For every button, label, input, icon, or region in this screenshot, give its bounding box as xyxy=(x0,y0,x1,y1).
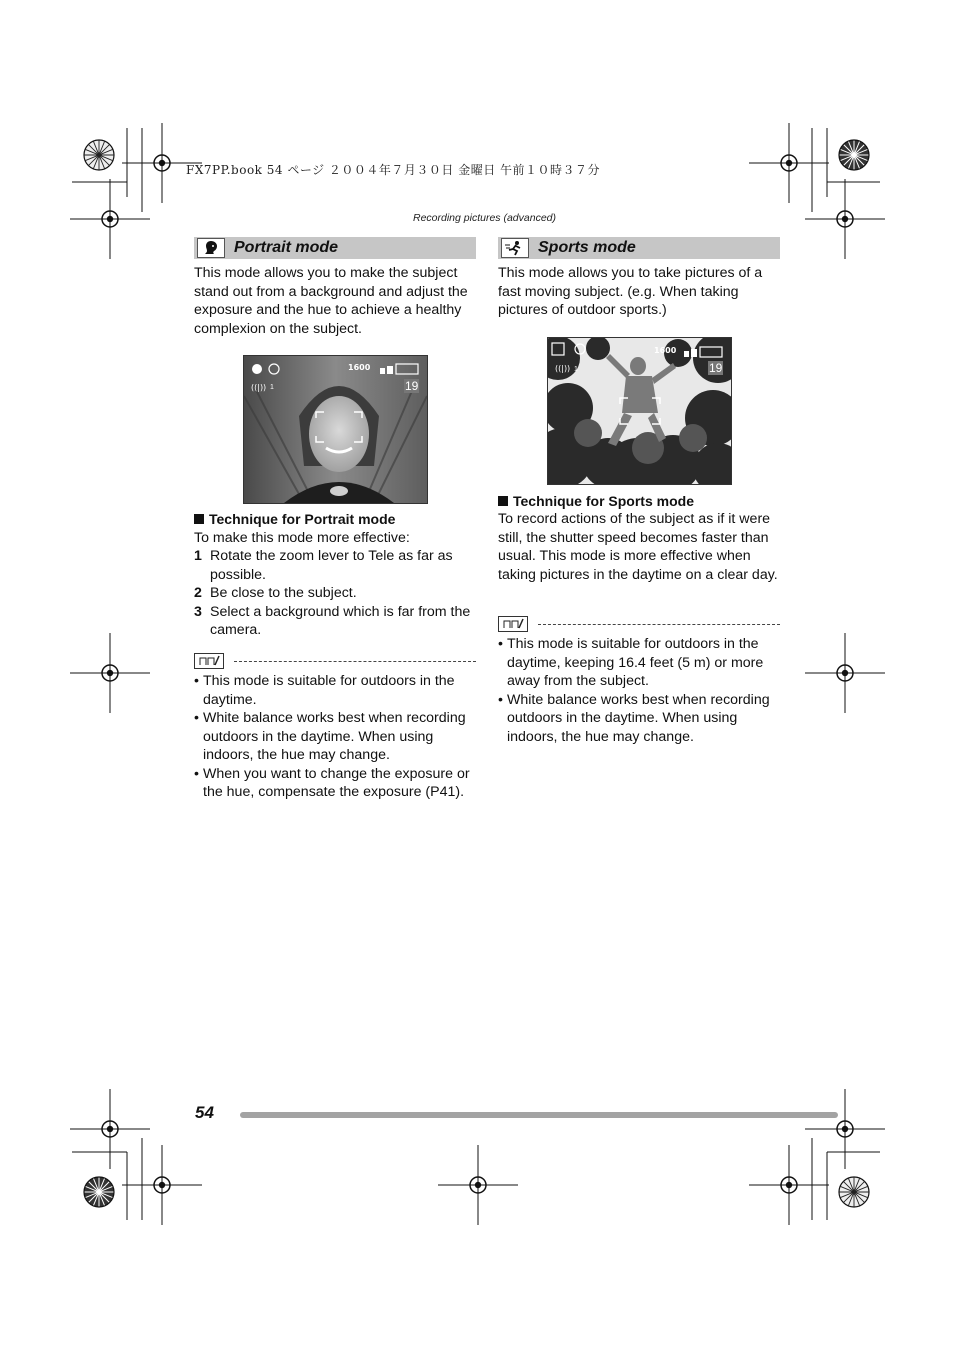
portrait-stabilizer-icon: ((|)) xyxy=(251,383,267,392)
portrait-notes xyxy=(194,672,478,802)
portrait-screen-burst: 1 xyxy=(270,384,274,391)
portrait-technique-title: Technique for Portrait mode xyxy=(209,511,396,527)
note-item: • This mode is suitable for outdoors in the daytime, keeping 16.4 feet (5 m) or more away from the subject. xyxy=(498,635,782,691)
sports-screen-shots: 19 xyxy=(709,361,723,375)
note-item: • White balance works best when recording outdoors in the daytime. When using indoors, the hue may change. xyxy=(194,709,478,765)
sports-note-divider xyxy=(498,615,780,633)
page-number: 54 xyxy=(195,1103,214,1122)
step-item: 3 Select a background which is far from the camera. xyxy=(194,603,471,638)
note-icon xyxy=(194,653,224,669)
sports-intro: This mode allows you to take pictures of a fast moving subject. (e.g. When taking pictures of outdoor sports.) xyxy=(498,265,763,318)
dashed-divider xyxy=(538,624,780,625)
sports-notes xyxy=(498,635,782,746)
portrait-intro: This mode allows you to make the subject stand out from a background and adjust the exposure and the hue to achieve a healthy complexion on the subject. xyxy=(194,265,468,337)
print-header: FX7PP.book 54 ページ ２００４年７月３０日 金曜日 午前１０時３７分 xyxy=(186,163,601,177)
dashed-divider xyxy=(234,661,476,662)
portrait-section-header xyxy=(194,237,476,259)
portrait-note-divider xyxy=(194,652,476,670)
sports-screen-burst: 1 xyxy=(574,366,578,373)
note-icon xyxy=(498,616,528,632)
sports-technique-body: To record actions of the subject as if it were still, the shutter speed becomes faster than usual. This mode is more effective when taking pictures in the daytime on a clear day. xyxy=(498,511,778,583)
sports-stabilizer-icon: ((|)) xyxy=(555,364,571,373)
note-item: • White balance works best when recording outdoors in the daytime. When using indoors, the hue may change. xyxy=(498,691,782,747)
note-item: • This mode is suitable for outdoors in the daytime. xyxy=(194,672,478,709)
portrait-title: Portrait mode xyxy=(234,239,339,256)
sports-screen-iso: 1600 xyxy=(654,346,677,355)
portrait-icon xyxy=(197,238,225,258)
sports-technique-heading xyxy=(498,492,782,511)
note-item: • When you want to change the exposure or the hue, compensate the exposure (P41). xyxy=(194,765,478,802)
running-head: Recording pictures (advanced) xyxy=(413,212,556,224)
portrait-technique-heading xyxy=(194,510,478,529)
portrait-steps xyxy=(194,547,478,640)
sports-camera-screen xyxy=(547,337,732,485)
square-bullet-icon xyxy=(194,514,204,524)
portrait-camera-screen xyxy=(243,355,428,504)
portrait-screen-shots: 19 xyxy=(405,379,419,393)
step-item: 1 Rotate the zoom lever to Tele as far as possible. xyxy=(194,548,453,583)
sports-technique-title: Technique for Sports mode xyxy=(513,493,694,509)
sports-section-header xyxy=(498,237,780,259)
square-bullet-icon xyxy=(498,496,508,506)
sports-title: Sports mode xyxy=(538,239,636,256)
portrait-technique-intro: To make this mode more effective: xyxy=(194,530,410,546)
sports-runner-icon xyxy=(501,238,529,258)
footer-rule xyxy=(240,1112,838,1118)
portrait-screen-iso: 1600 xyxy=(348,363,371,372)
step-item: 2 Be close to the subject. xyxy=(194,585,357,601)
